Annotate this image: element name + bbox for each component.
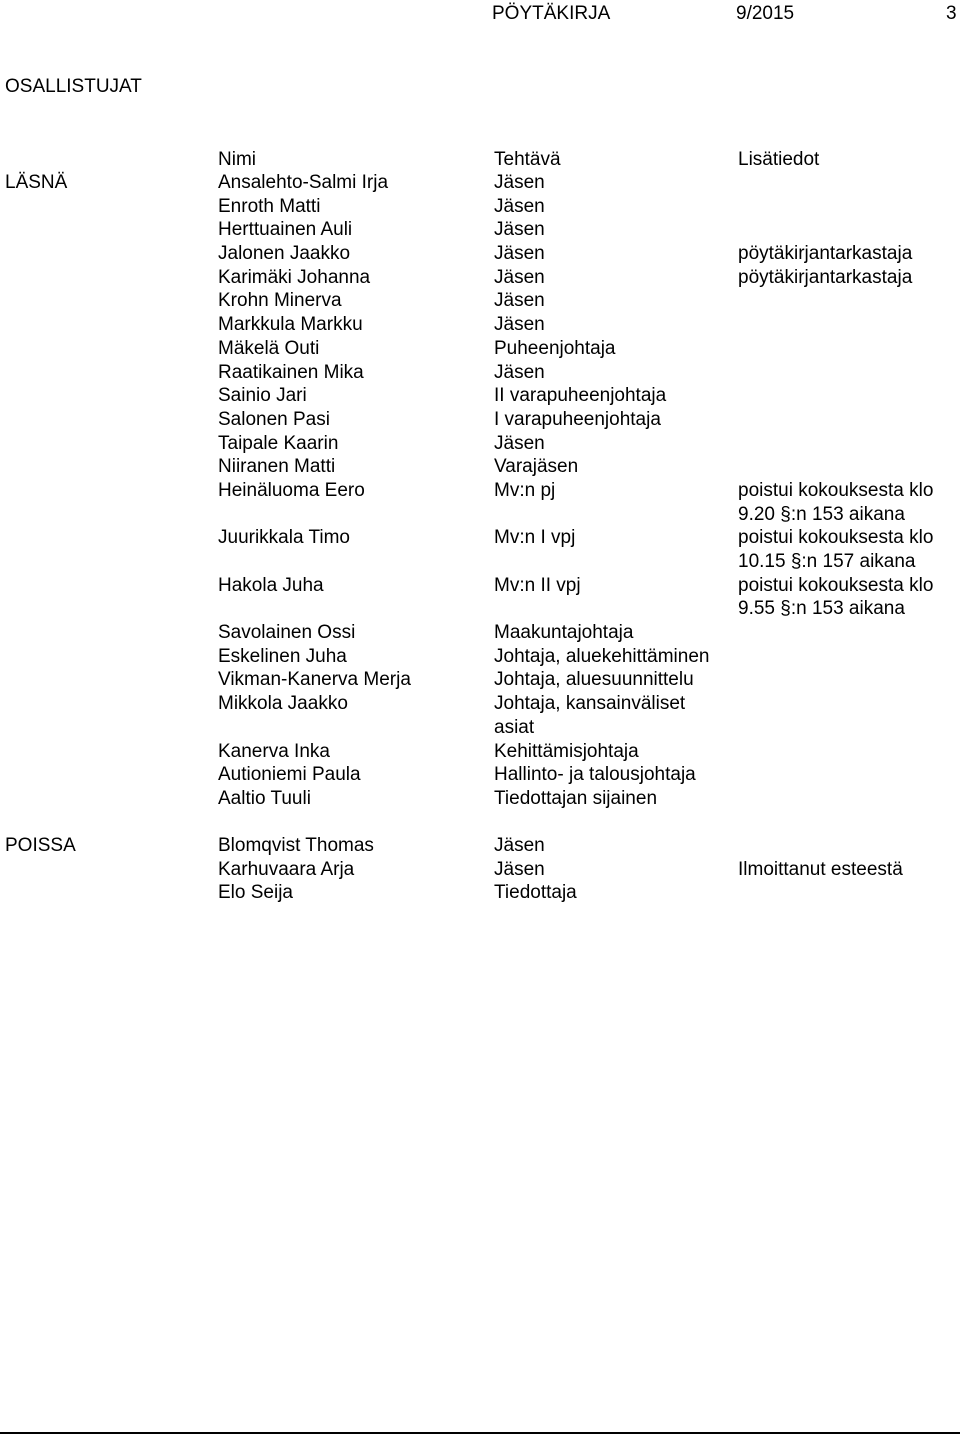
page-number: 3 [946, 3, 957, 24]
participant-role: Tiedottajan sijainen [494, 787, 658, 809]
participant-name: Heinäluoma Eero [218, 479, 365, 501]
participant-name: Raatikainen Mika [218, 361, 364, 383]
participant-name: Mäkelä Outi [218, 337, 320, 359]
participant-name: Juurikkala Timo [218, 527, 350, 549]
participant-role: Puheenjohtaja [494, 337, 616, 359]
participant-name: Blomqvist Thomas [218, 835, 374, 856]
participant-name: Jalonen Jaakko [218, 243, 351, 265]
participant-row [0, 266, 960, 290]
participant-name: Enroth Matti [218, 195, 321, 217]
participant-notes: pöytäkirjantarkastaja [738, 266, 913, 288]
absent-rows [0, 834, 960, 905]
participant-row [0, 313, 960, 337]
participant-row [0, 858, 960, 882]
participant-name: Sainio Jari [218, 385, 307, 407]
participant-row [0, 763, 960, 787]
document-number: 9/2015 [736, 3, 795, 24]
participant-role: II varapuheenjohtaja [494, 385, 667, 407]
participant-row [0, 408, 960, 432]
participant-name: Elo Seija [218, 882, 293, 904]
participant-role: Jäsen [494, 219, 545, 241]
participant-name: Krohn Minerva [218, 290, 342, 312]
column-header-notes: Lisätiedot [738, 149, 820, 170]
participant-row [0, 787, 960, 811]
participant-role: Jäsen [494, 314, 545, 336]
section-title: OSALLISTUJAT [5, 76, 142, 97]
participant-row [0, 432, 960, 456]
participant-name: Hakola Juha [218, 574, 324, 596]
participant-role: Jäsen [494, 290, 545, 312]
participant-name: Karimäki Johanna [218, 266, 371, 288]
participant-row [0, 384, 960, 408]
participant-row [0, 692, 960, 739]
participant-role: Jäsen [494, 361, 545, 383]
participant-row [0, 195, 960, 219]
participant-role: Mv:n I vpj [494, 527, 576, 549]
participant-row [0, 361, 960, 385]
participant-notes: poistui kokouksesta klo 9.20 §:n 153 aikana [738, 479, 934, 525]
participant-name: Herttuainen Auli [218, 219, 353, 241]
participant-role: Jäsen [494, 432, 545, 454]
present-label: LÄSNÄ [5, 172, 68, 193]
participant-notes: poistui kokouksesta klo 10.15 §:n 157 aikana [738, 527, 934, 573]
participant-row [0, 668, 960, 692]
participant-role: Jäsen [494, 172, 545, 193]
document-title: PÖYTÄKIRJA [492, 3, 611, 24]
column-header-role: Tehtävä [494, 149, 561, 170]
participant-role: Jäsen [494, 243, 545, 265]
participant-name: Karhuvaara Arja [218, 858, 355, 880]
footer-divider [0, 1432, 960, 1434]
participant-row [0, 218, 960, 242]
participant-role: Johtaja, kansainväliset asiat [494, 693, 686, 738]
participant-notes: Ilmoittanut esteestä [738, 858, 903, 880]
participant-name: Autioniemi Paula [218, 764, 361, 786]
participant-role: Jäsen [494, 195, 545, 217]
column-headers [0, 148, 960, 172]
participant-row [0, 479, 960, 526]
participant-row [0, 289, 960, 313]
column-header-name: Nimi [218, 149, 256, 170]
participant-role: Mv:n II vpj [494, 574, 581, 596]
page-header [0, 2, 960, 26]
participant-role: Kehittämisjohtaja [494, 740, 639, 762]
participant-role: Johtaja, aluesuunnittelu [494, 669, 694, 691]
participant-role: Mv:n pj [494, 479, 556, 501]
participant-role: Varajäsen [494, 456, 579, 478]
absent-label: POISSA [5, 835, 76, 856]
participant-notes: poistui kokouksesta klo 9.55 §:n 153 aikana [738, 574, 934, 620]
participant-name: Markkula Markku [218, 314, 363, 336]
participant-role: Jäsen [494, 858, 545, 880]
participant-name: Aaltio Tuuli [218, 787, 311, 809]
participant-row [0, 834, 960, 858]
participant-role: Johtaja, aluekehittäminen [494, 645, 710, 667]
participant-role: Jäsen [494, 266, 545, 288]
participant-role: Hallinto- ja talousjohtaja [494, 764, 696, 786]
participant-name: Kanerva Inka [218, 740, 330, 762]
participant-role: I varapuheenjohtaja [494, 408, 661, 430]
participant-role: Jäsen [494, 835, 545, 856]
participant-row [0, 574, 960, 621]
participant-row [0, 171, 960, 195]
participant-row [0, 337, 960, 361]
participant-row [0, 242, 960, 266]
participant-name: Niiranen Matti [218, 456, 336, 478]
participant-name: Eskelinen Juha [218, 645, 347, 667]
participant-row [0, 526, 960, 573]
participant-name: Mikkola Jaakko [218, 693, 348, 715]
participant-name: Taipale Kaarin [218, 432, 339, 454]
participant-row [0, 621, 960, 645]
participant-name: Vikman-Kanerva Merja [218, 669, 411, 691]
participant-name: Savolainen Ossi [218, 622, 356, 644]
present-rows [0, 171, 960, 811]
participant-notes: pöytäkirjantarkastaja [738, 243, 913, 265]
participant-row [0, 645, 960, 669]
participant-name: Salonen Pasi [218, 408, 330, 430]
participant-role: Tiedottaja [494, 882, 577, 904]
participant-name: Ansalehto-Salmi Irja [218, 172, 389, 193]
participant-row [0, 455, 960, 479]
participant-role: Maakuntajohtaja [494, 622, 634, 644]
participant-row [0, 740, 960, 764]
participant-row [0, 881, 960, 905]
